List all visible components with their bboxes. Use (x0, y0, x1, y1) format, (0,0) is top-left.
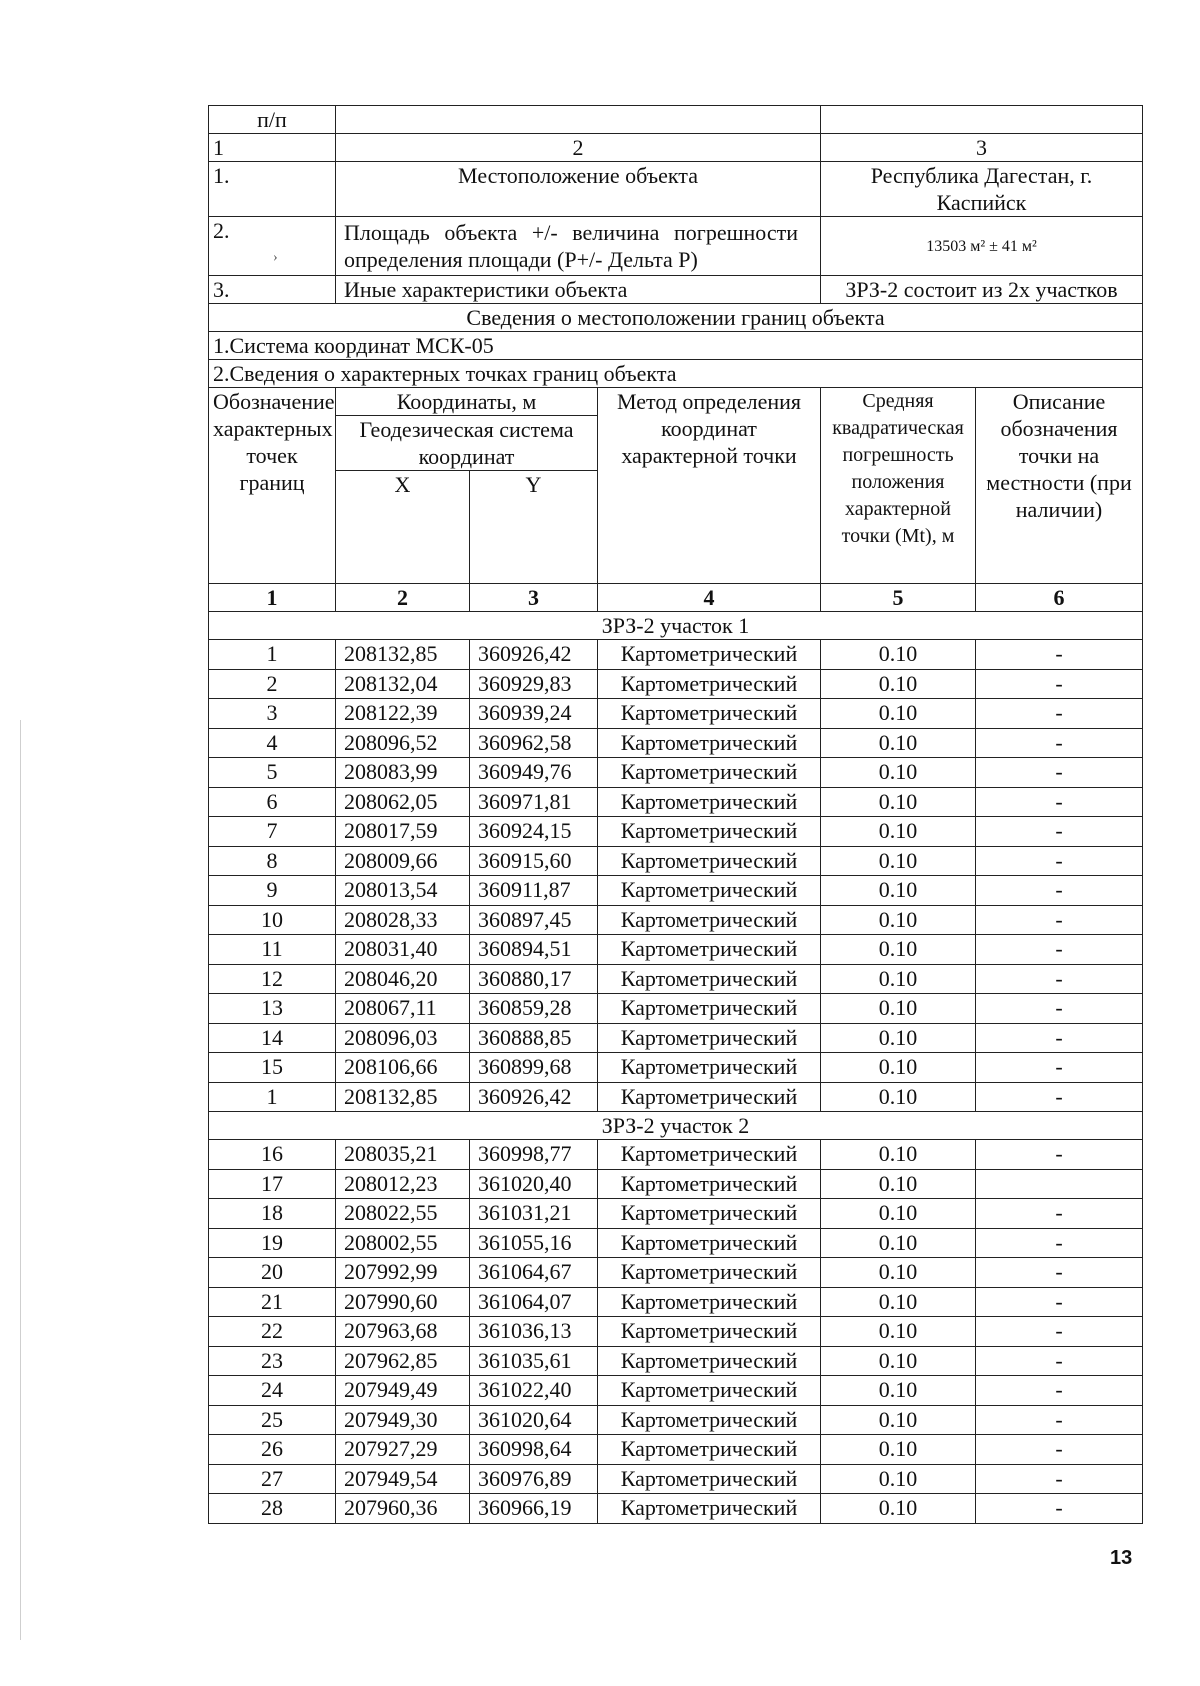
method-cell: Картометрический (598, 1317, 821, 1347)
point-number-cell: 14 (209, 1023, 336, 1053)
table-row (209, 787, 1143, 817)
method-cell: Картометрический (598, 905, 821, 935)
y-coordinate-cell: 361020,64 (470, 1405, 598, 1435)
table-row (209, 1464, 1143, 1494)
y-coordinate-cell: 361022,40 (470, 1376, 598, 1406)
method-cell: Картометрический (598, 1082, 821, 1112)
point-number-cell: 3 (209, 699, 336, 729)
point-number-cell: 17 (209, 1169, 336, 1199)
method-cell: Картометрический (598, 699, 821, 729)
x-coordinate-cell: 208132,04 (336, 669, 470, 699)
table-row (209, 964, 1143, 994)
error-cell: 0.10 (821, 1053, 976, 1083)
description-cell: - (976, 846, 1143, 876)
scan-edge-line (20, 720, 21, 1640)
error-cell: 0.10 (821, 1258, 976, 1288)
table-row (209, 1023, 1143, 1053)
method-cell: Картометрический (598, 640, 821, 670)
page-number: 13 (1110, 1547, 1133, 1569)
info-row-other (209, 276, 1143, 304)
y-coordinate-cell: 361020,40 (470, 1169, 598, 1199)
col-header-error: Средняя квадратическая погрешность положения характерной точки (Mt), м (821, 388, 976, 584)
y-coordinate-cell: 360911,87 (470, 876, 598, 906)
info-num: 3. (209, 276, 336, 304)
description-cell: - (976, 1346, 1143, 1376)
boundary-table (208, 105, 1143, 1524)
info-row-area (209, 217, 1143, 276)
point-number-cell: 4 (209, 728, 336, 758)
error-cell: 0.10 (821, 935, 976, 965)
x-coordinate-cell: 208132,85 (336, 1082, 470, 1112)
y-coordinate-cell: 360899,68 (470, 1053, 598, 1083)
y-coordinate-cell: 360926,42 (470, 640, 598, 670)
y-coordinate-cell: 360859,28 (470, 994, 598, 1024)
method-cell: Картометрический (598, 846, 821, 876)
point-number-cell: 28 (209, 1494, 336, 1524)
description-cell: - (976, 758, 1143, 788)
table-row (209, 905, 1143, 935)
table-row (209, 846, 1143, 876)
x-coordinate-cell: 207949,30 (336, 1405, 470, 1435)
x-coordinate-cell: 207963,68 (336, 1317, 470, 1347)
coord-system: 1.Система координат МСК-05 (209, 332, 1143, 360)
table-row (209, 1140, 1143, 1170)
table-row (209, 1494, 1143, 1524)
description-cell: - (976, 1023, 1143, 1053)
error-cell: 0.10 (821, 1494, 976, 1524)
error-cell: 0.10 (821, 758, 976, 788)
section-title-row (209, 304, 1143, 332)
description-cell: - (976, 1405, 1143, 1435)
description-cell: - (976, 1082, 1143, 1112)
error-cell: 0.10 (821, 1169, 976, 1199)
x-coordinate-cell: 207992,99 (336, 1258, 470, 1288)
description-cell: - (976, 1199, 1143, 1229)
x-coordinate-cell: 207960,36 (336, 1494, 470, 1524)
description-cell: - (976, 1464, 1143, 1494)
description-cell: - (976, 905, 1143, 935)
description-cell: - (976, 1376, 1143, 1406)
x-coordinate-cell: 208083,99 (336, 758, 470, 788)
y-coordinate-cell: 360949,76 (470, 758, 598, 788)
section1-title-row (209, 612, 1143, 640)
x-coordinate-cell: 208062,05 (336, 787, 470, 817)
section1-title: ЗРЗ-2 участок 1 (209, 612, 1143, 640)
point-number-cell: 19 (209, 1228, 336, 1258)
col-number: 6 (976, 584, 1143, 612)
number-cell-3: 3 (821, 134, 1143, 162)
table-row (209, 935, 1143, 965)
error-cell: 0.10 (821, 846, 976, 876)
error-cell: 0.10 (821, 728, 976, 758)
method-cell: Картометрический (598, 1405, 821, 1435)
x-coordinate-cell: 208013,54 (336, 876, 470, 906)
description-cell: - (976, 640, 1143, 670)
table-row (209, 1053, 1143, 1083)
description-cell: - (976, 935, 1143, 965)
method-cell: Картометрический (598, 1464, 821, 1494)
y-coordinate-cell: 360966,19 (470, 1494, 598, 1524)
column-number-row (209, 584, 1143, 612)
error-cell: 0.10 (821, 699, 976, 729)
method-cell: Картометрический (598, 817, 821, 847)
method-cell: Картометрический (598, 1376, 821, 1406)
error-cell: 0.10 (821, 1287, 976, 1317)
info-num (209, 217, 336, 276)
points-title-row (209, 360, 1143, 388)
point-number-cell: 21 (209, 1287, 336, 1317)
table-row (209, 817, 1143, 847)
info-value: ЗРЗ-2 состоит из 2х участков (821, 276, 1143, 304)
error-cell: 0.10 (821, 1464, 976, 1494)
y-coordinate-cell: 361036,13 (470, 1317, 598, 1347)
header-cell-pp: п/п (209, 106, 336, 134)
method-cell: Картометрический (598, 876, 821, 906)
table-row (209, 1405, 1143, 1435)
error-cell: 0.10 (821, 1405, 976, 1435)
x-coordinate-cell: 207949,49 (336, 1376, 470, 1406)
col-number: 3 (470, 584, 598, 612)
error-cell: 0.10 (821, 1082, 976, 1112)
x-coordinate-cell: 207927,29 (336, 1435, 470, 1465)
point-number-cell: 11 (209, 935, 336, 965)
point-number-cell: 24 (209, 1376, 336, 1406)
info-num: 1. (209, 162, 336, 217)
x-coordinate-cell: 208132,85 (336, 640, 470, 670)
info-label-text: Площадь объекта +/- величина погрешности определения площади (P+/- Дельта P) (344, 220, 798, 272)
y-coordinate-cell: 360998,77 (470, 1140, 598, 1170)
method-cell: Картометрический (598, 787, 821, 817)
point-number-cell: 22 (209, 1317, 336, 1347)
description-cell: - (976, 1053, 1143, 1083)
error-cell: 0.10 (821, 1228, 976, 1258)
x-coordinate-cell: 208122,39 (336, 699, 470, 729)
number-cell-1: 1 (209, 134, 336, 162)
point-number-cell: 16 (209, 1140, 336, 1170)
x-coordinate-cell: 208022,55 (336, 1199, 470, 1229)
x-coordinate-cell: 208067,11 (336, 994, 470, 1024)
table-row (209, 1169, 1143, 1199)
method-cell: Картометрический (598, 1435, 821, 1465)
table-row (209, 1082, 1143, 1112)
point-number-cell: 10 (209, 905, 336, 935)
table-row (209, 1228, 1143, 1258)
x-coordinate-cell: 208017,59 (336, 817, 470, 847)
x-coordinate-cell: 207949,54 (336, 1464, 470, 1494)
y-coordinate-cell: 361055,16 (470, 1228, 598, 1258)
x-coordinate-cell: 208106,66 (336, 1053, 470, 1083)
x-coordinate-cell: 208028,33 (336, 905, 470, 935)
method-cell: Картометрический (598, 758, 821, 788)
table-row (209, 640, 1143, 670)
col-header-y: Y (470, 471, 598, 584)
description-cell: - (976, 1258, 1143, 1288)
point-number-cell: 18 (209, 1199, 336, 1229)
number-cell-2: 2 (336, 134, 821, 162)
description-cell: - (976, 1228, 1143, 1258)
description-cell: - (976, 1494, 1143, 1524)
error-cell: 0.10 (821, 1346, 976, 1376)
description-cell: - (976, 1140, 1143, 1170)
header-row (209, 106, 1143, 134)
scan-mark: › (273, 250, 278, 265)
error-cell: 0.10 (821, 1140, 976, 1170)
table-row (209, 699, 1143, 729)
point-number-cell: 7 (209, 817, 336, 847)
description-cell: - (976, 728, 1143, 758)
x-coordinate-cell: 207962,85 (336, 1346, 470, 1376)
description-cell: - (976, 876, 1143, 906)
y-coordinate-cell: 360924,15 (470, 817, 598, 847)
y-coordinate-cell: 360915,60 (470, 846, 598, 876)
x-coordinate-cell: 208046,20 (336, 964, 470, 994)
table-row (209, 1199, 1143, 1229)
y-coordinate-cell: 361035,61 (470, 1346, 598, 1376)
y-coordinate-cell: 360888,85 (470, 1023, 598, 1053)
col-header-method: Метод определения координат характерной точки (598, 388, 821, 584)
y-coordinate-cell: 360998,64 (470, 1435, 598, 1465)
number-row (209, 134, 1143, 162)
y-coordinate-cell: 360976,89 (470, 1464, 598, 1494)
error-cell: 0.10 (821, 994, 976, 1024)
section2-title-row (209, 1112, 1143, 1140)
method-cell: Картометрический (598, 935, 821, 965)
table-row (209, 1287, 1143, 1317)
header-cell-empty-a (336, 106, 821, 134)
y-coordinate-cell: 360894,51 (470, 935, 598, 965)
y-coordinate-cell: 360939,24 (470, 699, 598, 729)
method-cell: Картометрический (598, 669, 821, 699)
description-cell: - (976, 817, 1143, 847)
error-cell: 0.10 (821, 669, 976, 699)
method-cell: Картометрический (598, 964, 821, 994)
y-coordinate-cell: 360880,17 (470, 964, 598, 994)
description-cell: - (976, 994, 1143, 1024)
method-cell: Картометрический (598, 1023, 821, 1053)
description-cell: - (976, 964, 1143, 994)
info-value: Республика Дагестан, г. Каспийск (821, 162, 1143, 217)
description-cell (976, 1169, 1143, 1199)
coord-system-row (209, 332, 1143, 360)
point-number-cell: 8 (209, 846, 336, 876)
info-label (336, 217, 821, 276)
section2-rows (209, 1140, 1143, 1524)
description-cell: - (976, 699, 1143, 729)
point-number-cell: 6 (209, 787, 336, 817)
error-cell: 0.10 (821, 964, 976, 994)
info-value: 13503 м² ± 41 м² (821, 217, 1143, 276)
x-coordinate-cell: 208009,66 (336, 846, 470, 876)
method-cell: Картометрический (598, 728, 821, 758)
error-cell: 0.10 (821, 640, 976, 670)
y-coordinate-cell: 360971,81 (470, 787, 598, 817)
point-number-cell: 25 (209, 1405, 336, 1435)
point-number-cell: 1 (209, 1082, 336, 1112)
point-number-cell: 27 (209, 1464, 336, 1494)
table-row (209, 1258, 1143, 1288)
point-number-cell: 15 (209, 1053, 336, 1083)
table-row (209, 1435, 1143, 1465)
method-cell: Картометрический (598, 1258, 821, 1288)
info-label: Иные характеристики объекта (336, 276, 821, 304)
error-cell: 0.10 (821, 817, 976, 847)
col-header-point: Обозначение характерных точек границ (209, 388, 336, 584)
error-cell: 0.10 (821, 905, 976, 935)
y-coordinate-cell: 360926,42 (470, 1082, 598, 1112)
point-number-cell: 9 (209, 876, 336, 906)
info-num-text: 2. (213, 218, 230, 243)
y-coordinate-cell: 361064,07 (470, 1287, 598, 1317)
x-coordinate-cell: 208012,23 (336, 1169, 470, 1199)
col-number: 1 (209, 584, 336, 612)
method-cell: Картометрический (598, 1287, 821, 1317)
info-label: Местоположение объекта (336, 162, 821, 217)
method-cell: Картометрический (598, 1494, 821, 1524)
point-number-cell: 2 (209, 669, 336, 699)
description-cell: - (976, 1317, 1143, 1347)
method-cell: Картометрический (598, 1169, 821, 1199)
col-header-x: X (336, 471, 470, 584)
col-header-geo-system: Геодезическая система координат (336, 416, 598, 471)
error-cell: 0.10 (821, 1023, 976, 1053)
method-cell: Картометрический (598, 1140, 821, 1170)
error-cell: 0.10 (821, 1376, 976, 1406)
point-number-cell: 1 (209, 640, 336, 670)
point-number-cell: 13 (209, 994, 336, 1024)
table-row (209, 876, 1143, 906)
point-number-cell: 23 (209, 1346, 336, 1376)
section2-title: ЗРЗ-2 участок 2 (209, 1112, 1143, 1140)
y-coordinate-cell: 360897,45 (470, 905, 598, 935)
point-number-cell: 12 (209, 964, 336, 994)
point-number-cell: 5 (209, 758, 336, 788)
table-row (209, 1346, 1143, 1376)
method-cell: Картометрический (598, 1346, 821, 1376)
point-number-cell: 20 (209, 1258, 336, 1288)
col-header-desc: Описание обозначения точки на местности (при наличии) (976, 388, 1143, 584)
x-coordinate-cell: 208002,55 (336, 1228, 470, 1258)
y-coordinate-cell: 360962,58 (470, 728, 598, 758)
method-cell: Картометрический (598, 1199, 821, 1229)
method-cell: Картометрический (598, 1053, 821, 1083)
table-row (209, 994, 1143, 1024)
error-cell: 0.10 (821, 1317, 976, 1347)
header-cell-empty-b (821, 106, 1143, 134)
section-title: Сведения о местоположении границ объекта (209, 304, 1143, 332)
description-cell: - (976, 1287, 1143, 1317)
table-row (209, 1317, 1143, 1347)
points-title: 2.Сведения о характерных точках границ объекта (209, 360, 1143, 388)
x-coordinate-cell: 208096,03 (336, 1023, 470, 1053)
method-cell: Картометрический (598, 994, 821, 1024)
description-cell: - (976, 669, 1143, 699)
x-coordinate-cell: 208096,52 (336, 728, 470, 758)
description-cell: - (976, 787, 1143, 817)
x-coordinate-cell: 208035,21 (336, 1140, 470, 1170)
col-number: 5 (821, 584, 976, 612)
section1-rows (209, 640, 1143, 1112)
x-coordinate-cell: 208031,40 (336, 935, 470, 965)
y-coordinate-cell: 360929,83 (470, 669, 598, 699)
column-header-row-1 (209, 388, 1143, 416)
y-coordinate-cell: 361064,67 (470, 1258, 598, 1288)
error-cell: 0.10 (821, 876, 976, 906)
error-cell: 0.10 (821, 1199, 976, 1229)
table-row (209, 669, 1143, 699)
info-row-location (209, 162, 1143, 217)
error-cell: 0.10 (821, 787, 976, 817)
point-number-cell: 26 (209, 1435, 336, 1465)
table-row (209, 728, 1143, 758)
col-header-coords: Координаты, м (336, 388, 598, 416)
y-coordinate-cell: 361031,21 (470, 1199, 598, 1229)
table-row (209, 1376, 1143, 1406)
error-cell: 0.10 (821, 1435, 976, 1465)
x-coordinate-cell: 207990,60 (336, 1287, 470, 1317)
table-row (209, 758, 1143, 788)
description-cell: - (976, 1435, 1143, 1465)
col-number: 4 (598, 584, 821, 612)
method-cell: Картометрический (598, 1228, 821, 1258)
col-number: 2 (336, 584, 470, 612)
